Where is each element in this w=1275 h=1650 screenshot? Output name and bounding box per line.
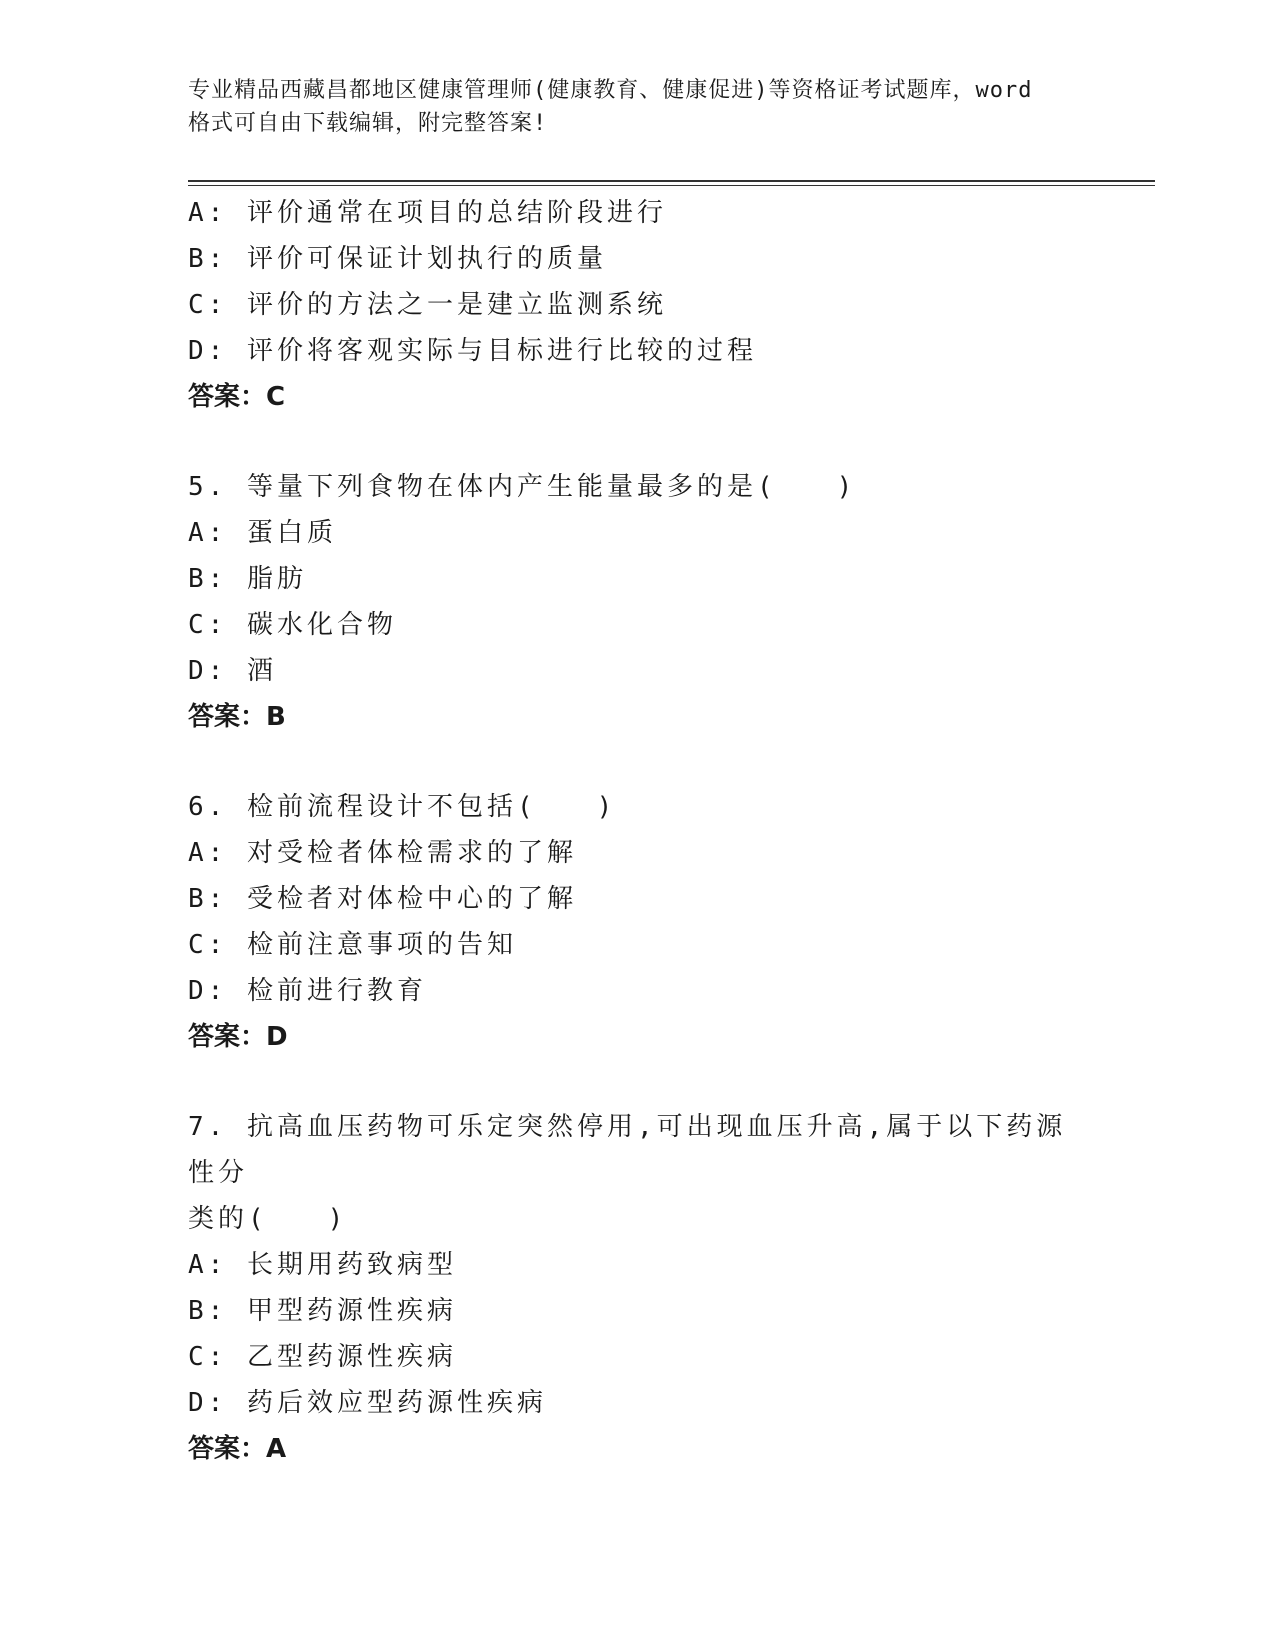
- header-divider-thick: [188, 180, 1155, 182]
- option-d: D: 酒: [188, 656, 277, 686]
- spacer: [188, 420, 1088, 464]
- question-block-7: [188, 1104, 1088, 1472]
- option-a: A: 对受检者体检需求的了解: [188, 838, 577, 868]
- answer-line: 答案：C: [188, 382, 286, 412]
- option-c: C: 乙型药源性疾病: [188, 1342, 457, 1372]
- option-b: B: 脂肪: [188, 564, 307, 594]
- option-c: C: 碳水化合物: [188, 610, 397, 640]
- option-a: A: 蛋白质: [188, 518, 337, 548]
- question-stem: 6. 检前流程设计不包括( ): [188, 792, 617, 822]
- option-d: D: 检前进行教育: [188, 976, 427, 1006]
- document-header: [188, 74, 1088, 140]
- header-divider-thin: [188, 185, 1155, 186]
- header-line-1: 专业精品西藏昌都地区健康管理师(健康教育、健康促进)等资格证考试题库，word: [188, 78, 1033, 103]
- answer-line: 答案：D: [188, 1022, 288, 1052]
- option-a: A: 长期用药致病型: [188, 1250, 457, 1280]
- option-d: D: 药后效应型药源性疾病: [188, 1388, 547, 1418]
- option-d: D: 评价将客观实际与目标进行比较的过程: [188, 336, 757, 366]
- option-b: B: 受检者对体检中心的了解: [188, 884, 577, 914]
- option-c: C: 评价的方法之一是建立监测系统: [188, 290, 667, 320]
- question-stem: 5. 等量下列食物在体内产生能量最多的是( ): [188, 472, 857, 502]
- option-a: A: 评价通常在项目的总结阶段进行: [188, 198, 667, 228]
- question-block-5: [188, 464, 1088, 740]
- answer-line: 答案：B: [188, 702, 286, 732]
- spacer: [188, 740, 1088, 784]
- question-stem-line-1: 7. 抗高血压药物可乐定突然停用,可出现血压升高,属于以下药源性分: [188, 1112, 1067, 1188]
- question-list: [188, 190, 1088, 1472]
- question-stem-line-2: 类的( ): [188, 1204, 348, 1234]
- option-b: B: 甲型药源性疾病: [188, 1296, 457, 1326]
- question-block-6: [188, 784, 1088, 1060]
- option-b: B: 评价可保证计划执行的质量: [188, 244, 607, 274]
- spacer: [188, 1060, 1088, 1104]
- option-c: C: 检前注意事项的告知: [188, 930, 517, 960]
- question-block-prev: [188, 190, 1088, 420]
- answer-line: 答案：A: [188, 1434, 287, 1464]
- header-line-2: 格式可自由下载编辑，附完整答案!: [188, 111, 548, 136]
